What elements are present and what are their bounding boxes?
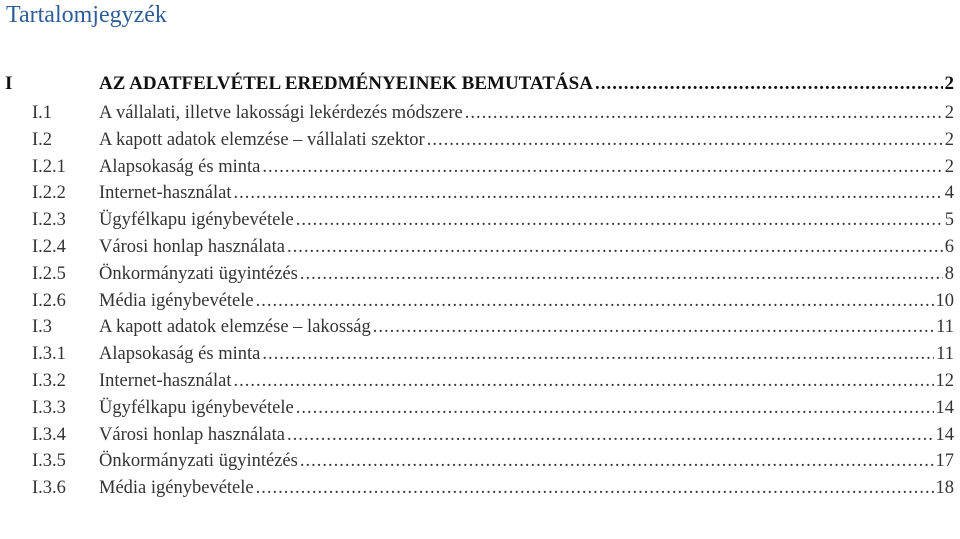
toc-entry-page: 14 [935, 424, 954, 445]
toc-entry-page: 5 [944, 210, 954, 231]
toc-entry-page: 2 [944, 73, 954, 94]
toc-entry-number: I.3.5 [32, 451, 66, 472]
toc-entry-label: A kapott adatok elemzése – lakosság [99, 317, 371, 338]
toc-entry[interactable] [0, 288, 960, 315]
toc-list [0, 68, 960, 502]
dot-leader [262, 341, 934, 368]
toc-entry[interactable] [0, 395, 960, 422]
toc-entry-page: 17 [935, 451, 954, 472]
toc-entry-page: 8 [944, 263, 954, 284]
toc-entry[interactable] [0, 207, 960, 234]
toc-entry-page: 14 [935, 397, 954, 418]
toc-entry-number: I.3.1 [32, 344, 66, 365]
dot-leader [296, 395, 934, 422]
toc-entry[interactable] [0, 341, 960, 368]
page-title: Tartalomjegyzék [6, 2, 167, 28]
toc-entry-number: I.2.4 [32, 236, 66, 257]
dot-leader [300, 261, 943, 288]
toc-entry[interactable] [0, 127, 960, 154]
dot-leader [287, 234, 943, 261]
toc-entry[interactable] [0, 475, 960, 502]
toc-entry-number: I [5, 73, 13, 94]
toc-entry-label: Városi honlap használata [99, 424, 285, 445]
dot-leader [300, 448, 934, 475]
toc-entry[interactable] [0, 154, 960, 181]
toc-entry-number: I.2.2 [32, 183, 66, 204]
toc-entry-label: Ügyfélkapu igénybevétele [99, 210, 294, 231]
dot-leader [287, 422, 934, 449]
toc-entry-page: 2 [944, 156, 954, 177]
dot-leader [427, 127, 943, 154]
toc-entry[interactable] [0, 422, 960, 449]
toc-entry-label: AZ ADATFELVÉTEL EREDMÉNYEINEK BEMUTATÁSA [99, 73, 593, 94]
toc-entry-page: 18 [935, 478, 954, 499]
toc-entry-number: I.2.5 [32, 263, 66, 284]
dot-leader [234, 180, 943, 207]
dot-leader [262, 154, 942, 181]
toc-entry-label: Média igénybevétele [99, 290, 254, 311]
toc-entry-page: 2 [944, 103, 954, 123]
toc-entry-page: 4 [944, 183, 954, 204]
toc-entry-number: I.2.6 [32, 290, 66, 311]
toc-entry-page: 2 [944, 129, 954, 150]
toc-entry-label: Média igénybevétele [99, 478, 254, 499]
toc-entry[interactable] [0, 261, 960, 288]
toc-entry[interactable] [0, 448, 960, 475]
dot-leader [234, 368, 934, 395]
toc-entry-page: 12 [935, 370, 954, 391]
toc-entry[interactable] [0, 314, 960, 341]
toc-entry-number: I.2.3 [32, 210, 66, 231]
toc-entry-number: I.2.1 [32, 156, 66, 177]
dot-leader [465, 100, 943, 127]
toc-entry[interactable] [0, 368, 960, 395]
toc-entry-label: Ügyfélkapu igénybevétele [99, 397, 294, 418]
toc-entry-label: Városi honlap használata [99, 236, 285, 257]
toc-entry-number: I.3.2 [32, 370, 66, 391]
toc-entry-label: A kapott adatok elemzése – vállalati szektor [99, 129, 425, 150]
dot-leader [256, 288, 934, 315]
toc-entry-page: 10 [935, 290, 954, 311]
toc-entry-number: I.3 [32, 317, 53, 338]
toc-entry-label: Alapsokaság és minta [99, 344, 261, 365]
toc-entry-number: I.1 [32, 103, 53, 123]
dot-leader [256, 475, 934, 502]
dot-leader [595, 68, 943, 100]
toc-entry[interactable] [0, 234, 960, 261]
toc-entry-number: I.3.3 [32, 397, 66, 418]
toc-entry-number: I.3.4 [32, 424, 66, 445]
toc-entry[interactable] [0, 180, 960, 207]
toc-entry[interactable] [0, 100, 960, 127]
toc-entry-label: Önkormányzati ügyintézés [99, 451, 298, 472]
toc-entry-number: I.3.6 [32, 478, 66, 499]
toc-entry-label: Önkormányzati ügyintézés [99, 263, 298, 284]
toc-entry[interactable] [0, 68, 960, 100]
dot-leader [296, 207, 943, 234]
toc-entry-number: I.2 [32, 129, 53, 150]
toc-entry-label: Internet-használat [99, 183, 232, 204]
dot-leader [373, 314, 934, 341]
toc-entry-label: Alapsokaság és minta [99, 156, 261, 177]
toc-entry-label: Internet-használat [99, 370, 232, 391]
toc-entry-page: 11 [936, 317, 954, 338]
toc-entry-page: 11 [936, 344, 954, 365]
toc-entry-label: A vállalati, illetve lakossági lekérdezés módszere [99, 103, 463, 123]
toc-entry-page: 6 [944, 236, 954, 257]
